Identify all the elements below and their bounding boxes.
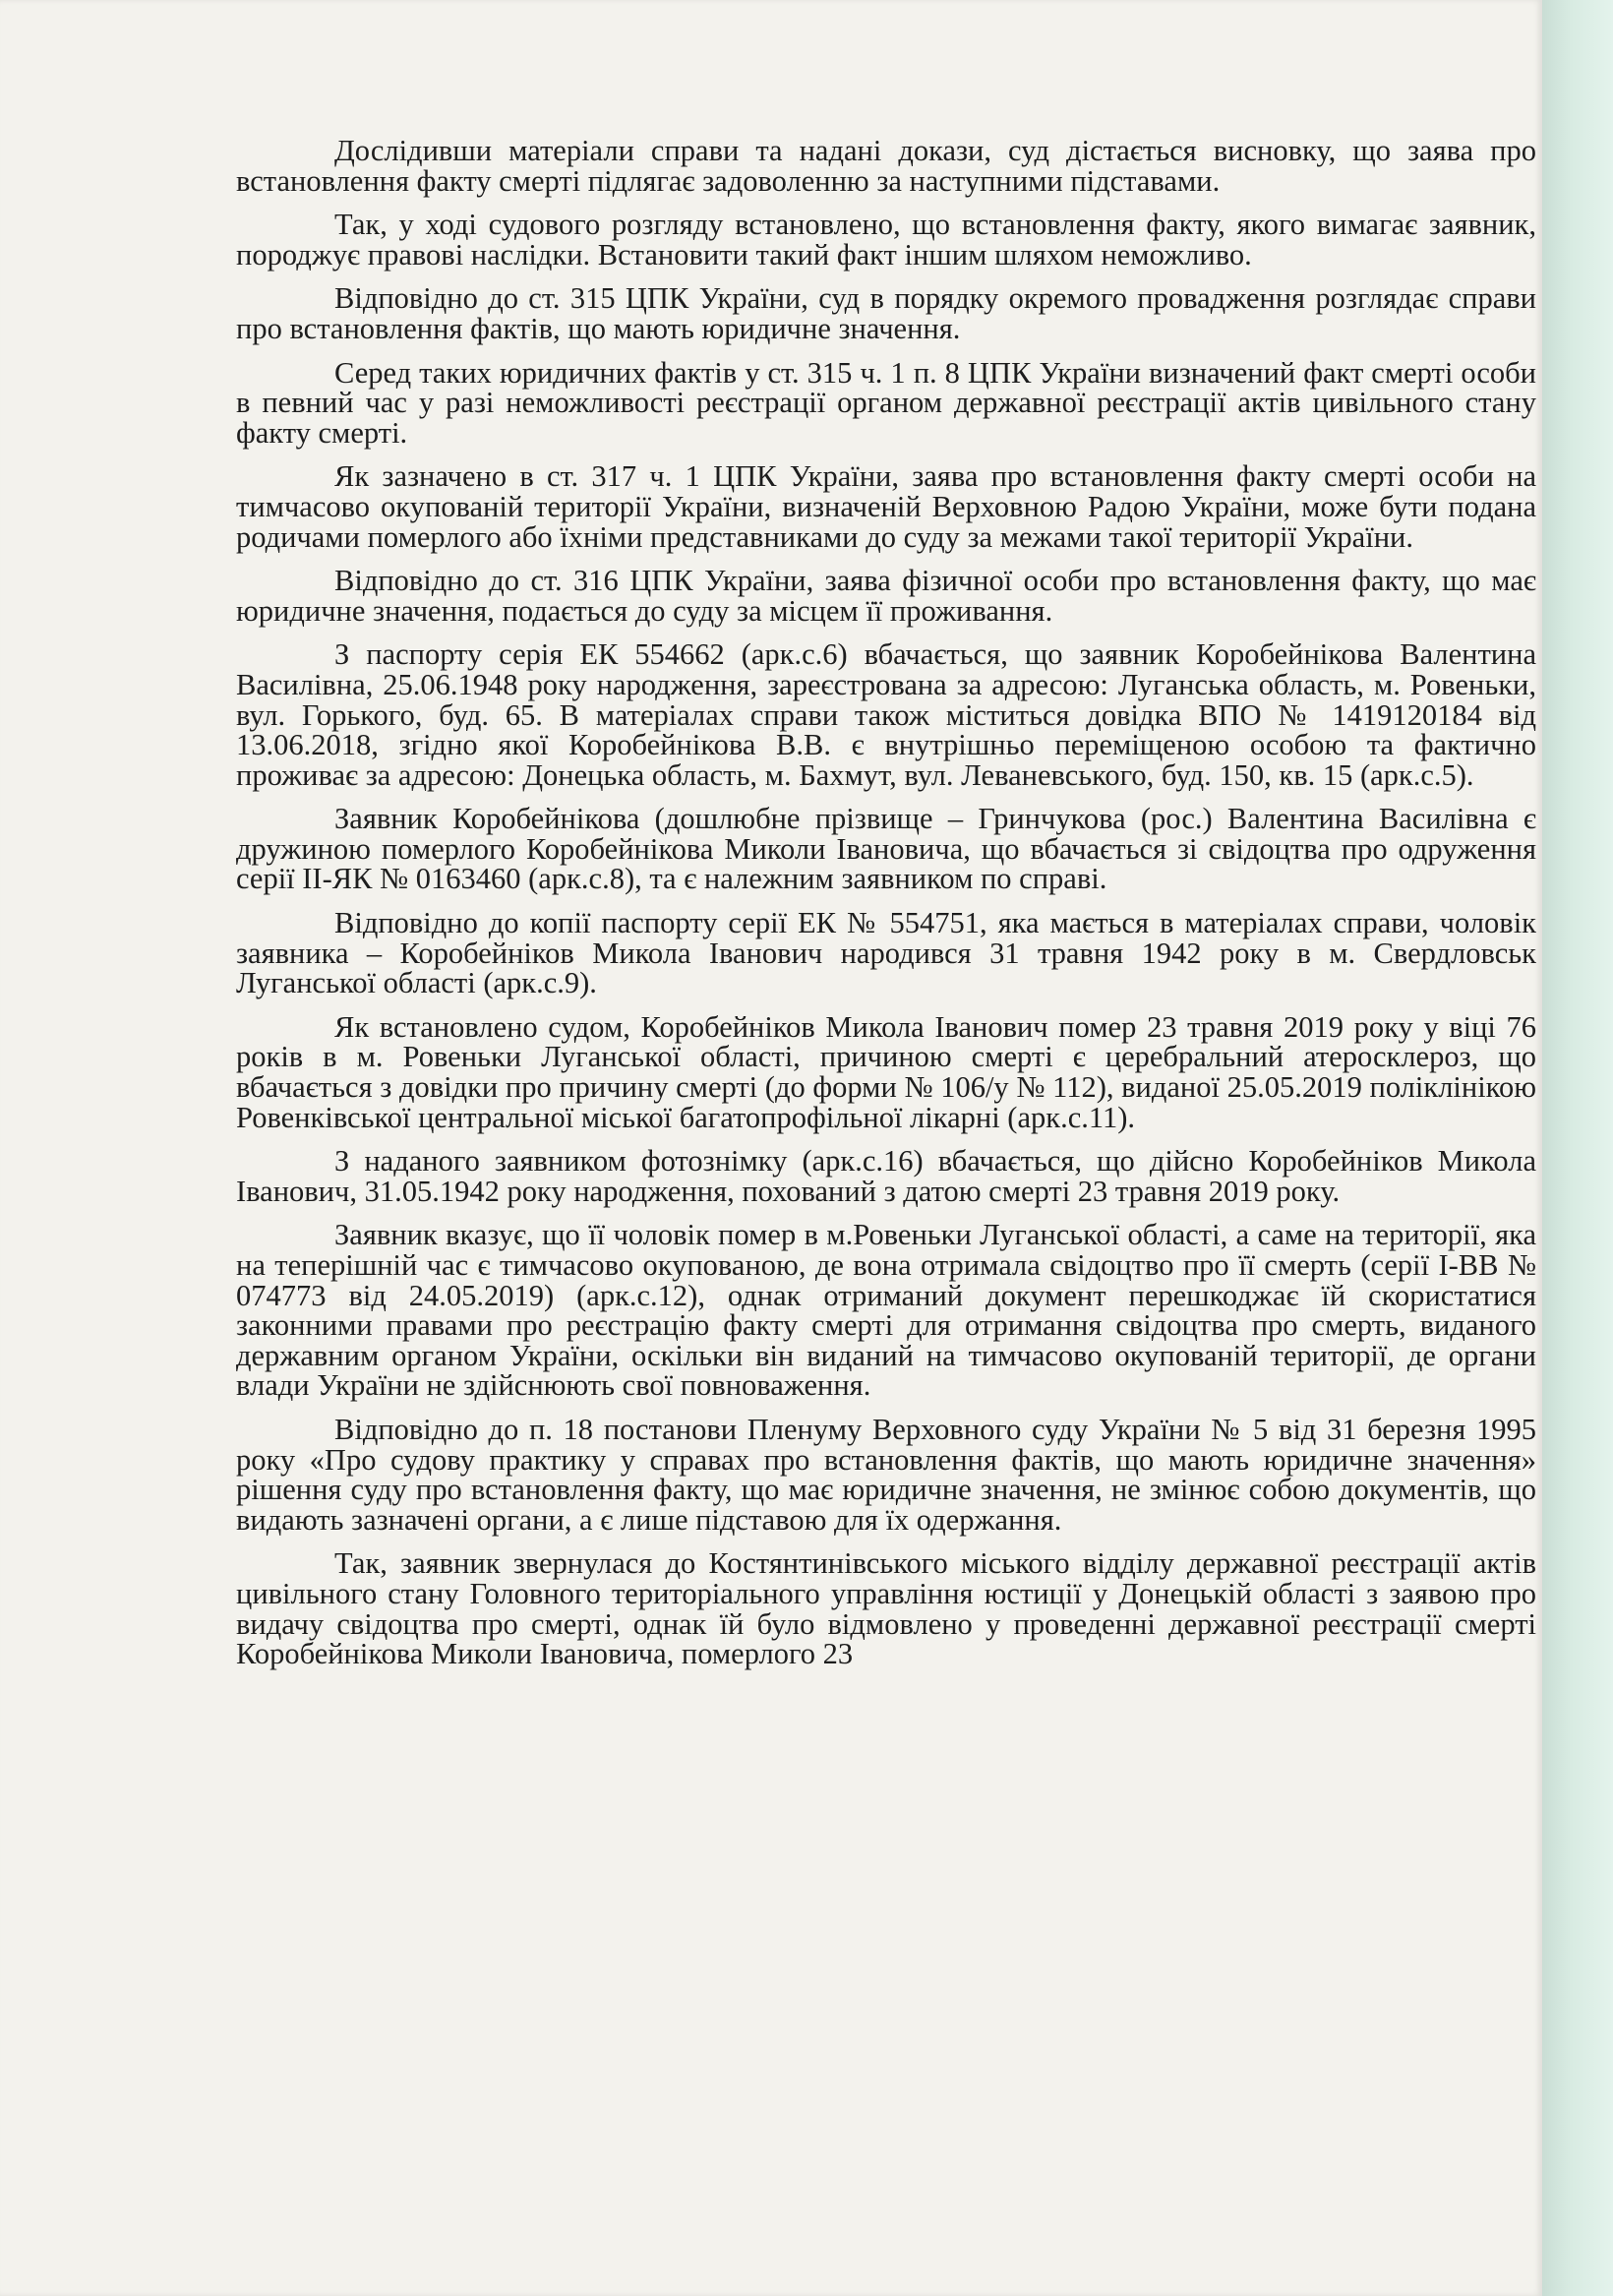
paragraph-9: Відповідно до копії паспорту серії ЕК № 554751, яка мається в матеріалах справи, чоловік заявника – Коробейніков Микола Іванович народився 31 травня 1942 року в м. Свердловськ Луганської області (арк.с.9). (236, 906, 1536, 1000)
paragraph-2: Так, у ході судового розгляду встановлено, що встановлення факту, якого вимагає заявник, породжує правові наслідки. Встановити такий факт іншим шляхом неможливо. (236, 208, 1536, 272)
paragraph-7: З паспорту серія ЕК 554662 (арк.с.6) вбачається, що заявник Коробейнікова Валентина Василівна, 25.06.1948 року народження, зареєстрована за адресою: Луганська область, м. Ровеньки, вул. Горького, буд. 65. В матеріалах справи також міститься довідка ВПО № 1419120184 від 13.06.2018, згідно якої Коробейнікова В.В. є внутрішньо переміщеною особою та фактично проживає за адресою: Донецька область, м. Бахмут, вул. Леваневського, буд. 150, кв. 15 (арк.с.5). (236, 637, 1536, 792)
paragraph-10: Як встановлено судом, Коробейніков Микола Іванович помер 23 травня 2019 року у віці 76 років в м. Ровеньки Луганської області, причиною смерті є церебральний атеросклероз, що вбачається з довідки про причину смерті (до форми № 106/у № 112), виданої 25.05.2019 поліклінікою Ровенківської центральної міської багатопрофільної лікарні (арк.с.11). (236, 1009, 1536, 1134)
scanner-edge-strip (1542, 0, 1613, 2296)
document-body (236, 136, 1536, 1669)
paragraph-8: Заявник Коробейнікова (дошлюбне прізвище – Гринчукова (рос.) Валентина Василівна є дружиною померлого Коробейнікова Миколи Івановича, що вбачається зі свідоцтва про одруження серії ІІ-ЯК № 0163460 (арк.с.8), та є належним заявником по справі. (236, 802, 1536, 896)
paragraph-1: Дослідивши матеріали справи та надані докази, суд дістається висновку, що заява про встановлення факту смерті підлягає задоволенню за наступними підставами. (236, 134, 1536, 198)
paragraph-3: Відповідно до ст. 315 ЦПК України, суд в порядку окремого провадження розглядає справи про встановлення фактів, що мають юридичне значення. (236, 281, 1536, 345)
paragraph-14: Так, заявник звернулася до Костянтинівського міського відділу державної реєстрації актів цивільного стану Головного територіального управління юстиції у Донецькій області з заявою про видачу свідоцтва про смерті, однак їй було відмовлено у проведенні державної реєстрації смерті Коробейнікова Миколи Івановича, померлого 23 (236, 1546, 1536, 1671)
paragraph-4: Серед таких юридичних фактів у ст. 315 ч. 1 п. 8 ЦПК України визначений факт смерті особи в певний час у разі неможливості реєстрації органом державної реєстрації актів цивільного стану факту смерті. (236, 355, 1536, 450)
paragraph-13: Відповідно до п. 18 постанови Пленуму Верховного суду України № 5 від 31 березня 1995 року «Про судову практику у справах про встановлення фактів, що мають юридичне значення» рішення суду про встановлення факту, що має юридичне значення, не змінює собою документів, що видають зазначені органи, а є лише підставою для їх одержання. (236, 1412, 1536, 1537)
paragraph-12: Заявник вказує, що її чоловік помер в м.Ровеньки Луганської області, а саме на території, яка на теперішній час є тимчасово окупованою, де вона отримала свідоцтво про її смерть (серії І-ВВ № 074773 від 24.05.2019) (арк.с.12), однак отриманий документ перешкоджає їй скористатися законними правами про реєстрацію факту смерті для отримання свідоцтва про смерть, виданого державним органом України, оскільки він виданий на тимчасово окупованій території, де органи влади України не здійснюють свої повноваження. (236, 1218, 1536, 1403)
paragraph-6: Відповідно до ст. 316 ЦПК України, заява фізичної особи про встановлення факту, що має юридичне значення, подається до суду за місцем її проживання. (236, 564, 1536, 628)
bleed-through-mark (688, 0, 964, 59)
paragraph-11: З наданого заявником фотознімку (арк.с.16) вбачається, що дійсно Коробейніков Микола Іванович, 31.05.1942 року народження, похований з датою смерті 23 травня 2019 року. (236, 1144, 1536, 1208)
paragraph-5: Як зазначено в ст. 317 ч. 1 ЦПК України, заява про встановлення факту смерті особи на тимчасово окупованій території України, визначеній Верховною Радою України, може бути подана родичами померлого або їхніми представниками до суду за межами такої території України. (236, 459, 1536, 554)
